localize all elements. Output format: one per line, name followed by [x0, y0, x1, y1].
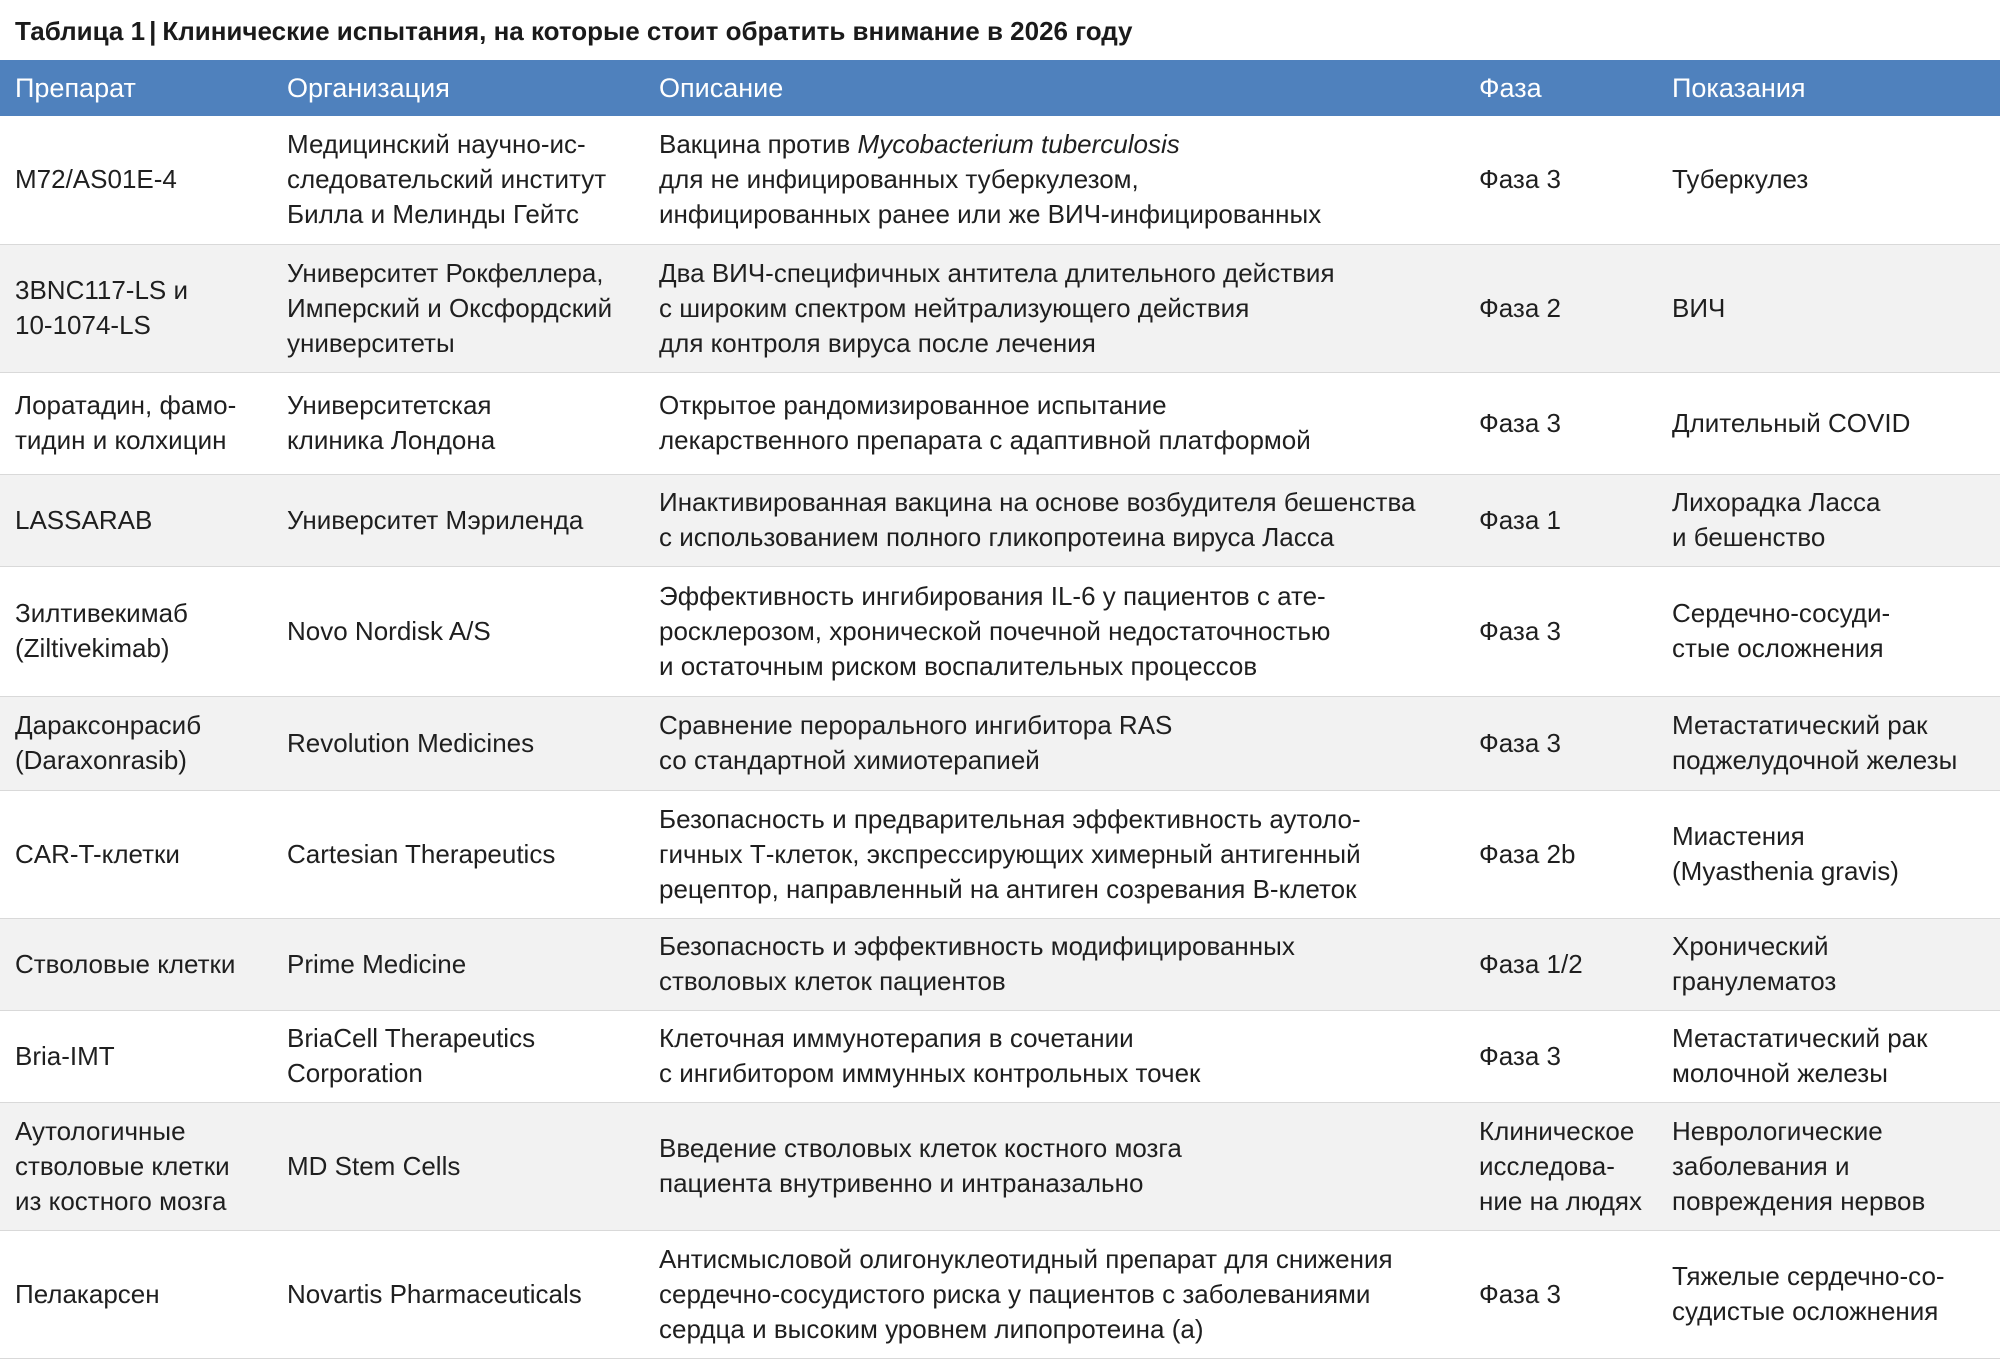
cell-organization: Университет Рокфеллера, Имперский и Оксфордский университеты	[272, 244, 644, 372]
cell-indication: Метастатический рак молочной железы	[1657, 1010, 2000, 1102]
cell-phase: Фаза 1	[1464, 474, 1657, 566]
cell-description: Антисмысловой олигонуклеотидный препарат для снижения сердечно-сосудистого риска у пациентов с заболеваниями сердца и высоким уровнем липопротеина (а)	[644, 1230, 1464, 1358]
cell-organization: Prime Medicine	[272, 918, 644, 1010]
cell-phase: Фаза 2b	[1464, 790, 1657, 918]
cell-description: Открытое рандомизированное испытание лекарственного препарата с адаптивной платформой	[644, 372, 1464, 474]
cell-phase: Фаза 2	[1464, 244, 1657, 372]
cell-phase: Клиническое исследова- ние на людях	[1464, 1102, 1657, 1230]
cell-organization: BriaCell Therapeutics Corporation	[272, 1010, 644, 1102]
table-row	[0, 474, 2000, 566]
table-row	[0, 244, 2000, 372]
cell-phase: Фаза 3	[1464, 1230, 1657, 1358]
cell-phase: Фаза 3	[1464, 696, 1657, 790]
cell-phase: Фаза 3	[1464, 566, 1657, 696]
table-row	[0, 918, 2000, 1010]
cell-description: Инактивированная вакцина на основе возбудителя бешенства с использованием полного гликопротеина вируса Ласса	[644, 474, 1464, 566]
cell-organization: Университет Мэриленда	[272, 474, 644, 566]
cell-indication: Неврологические заболевания и повреждения нервов	[1657, 1102, 2000, 1230]
header-drug: Препарат	[0, 60, 272, 116]
table-row	[0, 566, 2000, 696]
cell-organization: MD Stem Cells	[272, 1102, 644, 1230]
cell-organization: Медицинский научно-ис- следовательский институт Билла и Мелинды Гейтс	[272, 116, 644, 244]
cell-drug: CAR-T-клетки	[0, 790, 272, 918]
cell-drug: Зилтивекимаб (Ziltivekimab)	[0, 566, 272, 696]
caption-separator: |	[149, 16, 157, 46]
cell-description: Эффективность ингибирования IL-6 у пациентов с ате- росклерозом, хронической почечной недостаточностью и остаточным риском воспалительных процессов	[644, 566, 1464, 696]
cell-description: Сравнение перорального ингибитора RAS со стандартной химиотерапией	[644, 696, 1464, 790]
cell-phase: Фаза 3	[1464, 116, 1657, 244]
description-rest: для не инфицированных туберкулезом, инфицированных ранее или же ВИЧ-инфицированных	[659, 164, 1322, 230]
table-row	[0, 1010, 2000, 1102]
cell-indication: ВИЧ	[1657, 244, 2000, 372]
table-row	[0, 372, 2000, 474]
cell-description	[644, 116, 1464, 244]
cell-indication: Туберкулез	[1657, 116, 2000, 244]
cell-organization: Novartis Pharmaceuticals	[272, 1230, 644, 1358]
table-row	[0, 1230, 2000, 1358]
cell-description: Безопасность и эффективность модифицированных стволовых клеток пациентов	[644, 918, 1464, 1010]
cell-drug: M72/AS01E-4	[0, 116, 272, 244]
header-phase: Фаза	[1464, 60, 1657, 116]
cell-drug: Стволовые клетки	[0, 918, 272, 1010]
cell-indication: Миастения (Myasthenia gravis)	[1657, 790, 2000, 918]
cell-phase: Фаза 3	[1464, 372, 1657, 474]
table-header-row	[0, 60, 2000, 116]
cell-indication: Метастатический рак поджелудочной железы	[1657, 696, 2000, 790]
clinical-trials-table	[0, 60, 2000, 1359]
cell-description: Введение стволовых клеток костного мозга пациента внутривенно и интраназально	[644, 1102, 1464, 1230]
cell-drug: Лоратадин, фамо- тидин и колхицин	[0, 372, 272, 474]
cell-drug: LASSARAB	[0, 474, 272, 566]
cell-drug: 3BNC117-LS и 10-1074-LS	[0, 244, 272, 372]
cell-drug: Дараксонрасиб (Daraxonrasib)	[0, 696, 272, 790]
cell-organization: Cartesian Therapeutics	[272, 790, 644, 918]
table-caption-label: Таблица 1	[15, 16, 146, 46]
cell-description: Безопасность и предварительная эффективность аутоло- гичных Т-клеток, экспрессирующих химерный антигенный рецептор, направленный на антиген созревания В-клеток	[644, 790, 1464, 918]
cell-indication: Длительный COVID	[1657, 372, 2000, 474]
table-row	[0, 790, 2000, 918]
table-row	[0, 696, 2000, 790]
cell-indication: Хронический гранулематоз	[1657, 918, 2000, 1010]
cell-drug: Пелакарсен	[0, 1230, 272, 1358]
table-caption	[0, 0, 2000, 60]
cell-indication: Лихорадка Ласса и бешенство	[1657, 474, 2000, 566]
cell-drug: Аутологичные стволовые клетки из костного мозга	[0, 1102, 272, 1230]
cell-phase: Фаза 1/2	[1464, 918, 1657, 1010]
description-prefix: Вакцина против	[659, 129, 858, 160]
header-description: Описание	[644, 60, 1464, 116]
cell-description: Два ВИЧ-специфичных антитела длительного действия с широким спектром нейтрализующего действия для контроля вируса после лечения	[644, 244, 1464, 372]
cell-drug: Bria-IMT	[0, 1010, 272, 1102]
table-row	[0, 116, 2000, 244]
cell-organization: Revolution Medicines	[272, 696, 644, 790]
header-organization: Организация	[272, 60, 644, 116]
header-indication: Показания	[1657, 60, 2000, 116]
cell-indication: Сердечно-сосуди- стые осложнения	[1657, 566, 2000, 696]
table-caption-title: Клинические испытания, на которые стоит обратить внимание в 2026 году	[162, 16, 1133, 46]
cell-phase: Фаза 3	[1464, 1010, 1657, 1102]
cell-indication: Тяжелые сердечно-со- судистые осложнения	[1657, 1230, 2000, 1358]
cell-organization: Университетская клиника Лондона	[272, 372, 644, 474]
cell-description: Клеточная иммунотерапия в сочетании с ингибитором иммунных контрольных точек	[644, 1010, 1464, 1102]
cell-organization: Novo Nordisk A/S	[272, 566, 644, 696]
description-italic: Mycobacterium tuberculosis	[857, 129, 1180, 160]
table-row	[0, 1102, 2000, 1230]
